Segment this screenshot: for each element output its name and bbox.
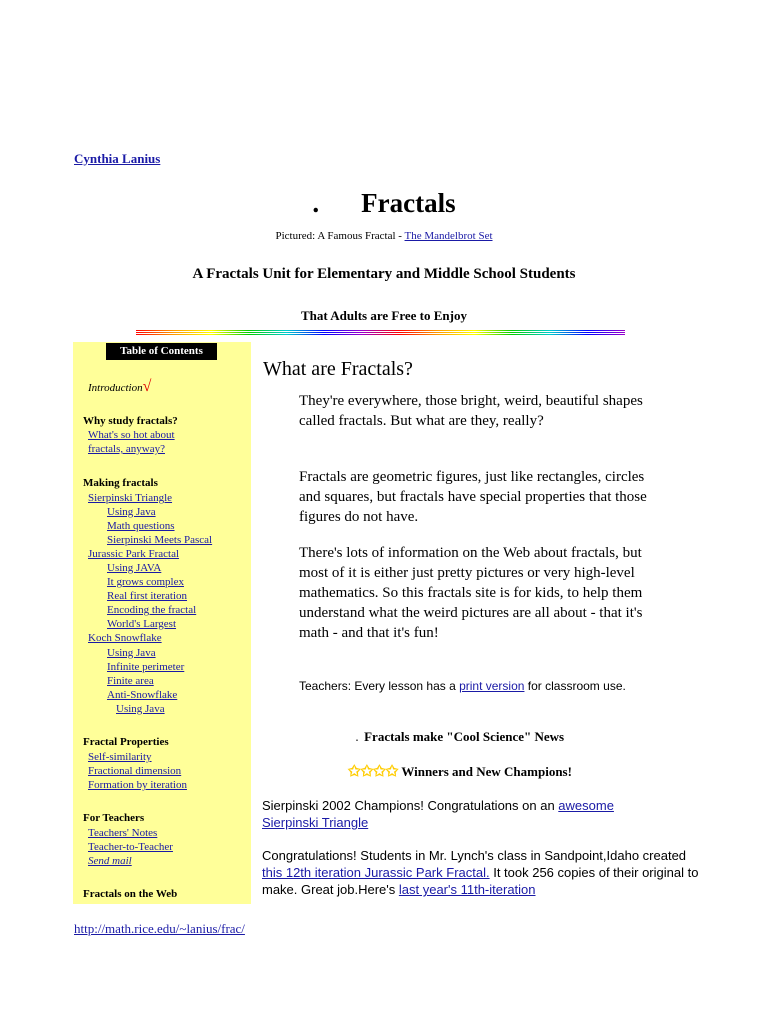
rainbow-stripe bbox=[136, 330, 625, 331]
properties-section-title: Fractal Properties bbox=[83, 736, 169, 748]
awesome-sierpinski-link[interactable]: awesome Sierpinski Triangle bbox=[262, 798, 614, 830]
tagline: That Adults are Free to Enjoy bbox=[301, 308, 467, 323]
champions-paragraph bbox=[262, 797, 662, 831]
fractional-dimension-link[interactable]: Fractional dimension bbox=[88, 765, 182, 777]
first-iteration-link[interactable]: Real first iteration bbox=[107, 590, 188, 602]
print-version-link[interactable]: print version bbox=[459, 679, 525, 693]
finite-area-link[interactable]: Finite area bbox=[107, 675, 154, 687]
teachers-suffix: for classroom use. bbox=[524, 679, 626, 693]
rainbow-divider bbox=[136, 330, 625, 335]
iteration-link[interactable]: Formation by iteration bbox=[88, 779, 187, 791]
anti-snowflake-link[interactable]: Anti-Snowflake bbox=[107, 689, 178, 701]
pictured-prefix: Pictured: A Famous Fractal - bbox=[275, 230, 405, 242]
mandelbrot-link[interactable]: The Mandelbrot Set bbox=[404, 230, 493, 242]
intro-label: Introduction bbox=[88, 382, 143, 394]
jurassic-12th-link[interactable]: this 12th iteration Jurassic Park Fractal. bbox=[262, 865, 490, 880]
title-text: Fractals bbox=[361, 188, 456, 218]
teachers-prefix: Teachers: Every lesson has a bbox=[299, 679, 460, 693]
news-line bbox=[260, 729, 660, 745]
why-section-title: Why study fractals? bbox=[83, 415, 178, 427]
page-title bbox=[0, 188, 768, 219]
jurassic-java-link[interactable]: Using JAVA bbox=[107, 562, 162, 574]
winners-line bbox=[260, 762, 660, 781]
grows-complex-link[interactable]: It grows complex bbox=[107, 576, 184, 588]
jurassic-link[interactable]: Jurassic Park Fractal bbox=[88, 548, 180, 560]
koch-java-link[interactable]: Using Java bbox=[107, 647, 156, 659]
pictured-caption bbox=[0, 230, 768, 242]
toc-title: Table of Contents bbox=[106, 343, 217, 360]
fractals-anyway-link[interactable]: fractals, anyway? bbox=[88, 443, 165, 455]
sierpinski-link[interactable]: Sierpinski Triangle bbox=[88, 492, 173, 504]
author-link[interactable]: Cynthia Lanius bbox=[74, 151, 161, 166]
news-bullet: . bbox=[355, 733, 359, 743]
intro-paragraph-3: There's lots of information on the Web about fractals, but most of it is either just pretty pictures or very high-level mathematics. So this fractals site is for kids, to help them understand what the weird pictures are all about - that it's math - and that it's fun! bbox=[299, 545, 643, 641]
checkmark-icon: √ bbox=[142, 378, 152, 395]
rainbow-stripe bbox=[136, 334, 625, 335]
teachers-notes-link[interactable]: Teachers' Notes bbox=[88, 827, 158, 839]
last-year-link[interactable]: last year's 11th-iteration bbox=[398, 882, 536, 897]
congrats-prefix: Congratulations! Students in Mr. Lynch's class in Sandpoint,Idaho created bbox=[262, 848, 687, 863]
rainbow-stripe bbox=[136, 332, 625, 333]
math-questions-link[interactable]: Math questions bbox=[107, 520, 175, 532]
intro-paragraph-2: Fractals are geometric figures, just like rectangles, circles and squares, but fractals have special properties that those figures do not have. bbox=[299, 469, 647, 525]
congrats-paragraph bbox=[262, 847, 702, 898]
send-mail-link[interactable]: Send mail bbox=[88, 855, 132, 867]
teacher-to-teacher-link[interactable]: Teacher-to-Teacher bbox=[88, 841, 173, 853]
anti-snowflake-java-link[interactable]: Using Java bbox=[116, 703, 165, 715]
winners-text: Winners and New Champions! bbox=[401, 764, 572, 779]
teachers-section-title: For Teachers bbox=[83, 812, 145, 824]
pascal-link[interactable]: Sierpinski Meets Pascal bbox=[107, 534, 213, 546]
table-of-contents-sidebar bbox=[73, 342, 251, 904]
worlds-largest-link[interactable]: World's Largest bbox=[107, 618, 177, 630]
self-similarity-link[interactable]: Self-similarity bbox=[88, 751, 152, 763]
web-section-title: Fractals on the Web bbox=[83, 888, 178, 900]
sierpinski-java-link[interactable]: Using Java bbox=[107, 506, 156, 518]
intro-item bbox=[88, 380, 151, 395]
title-bullet: . bbox=[312, 188, 320, 218]
intro-paragraph-1: They're everywhere, those bright, weird, beautiful shapes called fractals. But what are they, really? bbox=[299, 393, 643, 429]
subtitle: A Fractals Unit for Elementary and Middle School Students bbox=[192, 266, 576, 282]
making-section-title: Making fractals bbox=[83, 477, 158, 489]
main-heading: What are Fractals? bbox=[263, 358, 413, 380]
congrats-mid: It took 256 copies of their original to make. Great job.Here's bbox=[262, 865, 699, 897]
whats-hot-link[interactable]: What's so hot about bbox=[88, 429, 175, 441]
teachers-note bbox=[299, 678, 659, 694]
news-text: Fractals make "Cool Science" News bbox=[364, 729, 565, 744]
infinite-perimeter-link[interactable]: Infinite perimeter bbox=[107, 661, 185, 673]
koch-link[interactable]: Koch Snowflake bbox=[88, 632, 162, 644]
star-icons: ✩✩✩✩ bbox=[348, 764, 399, 780]
encoding-link[interactable]: Encoding the fractal bbox=[107, 604, 197, 616]
champions-prefix: Sierpinski 2002 Champions! Congratulations on an bbox=[262, 798, 559, 813]
site-url-link[interactable]: http://math.rice.edu/~lanius/frac/ bbox=[74, 921, 245, 936]
